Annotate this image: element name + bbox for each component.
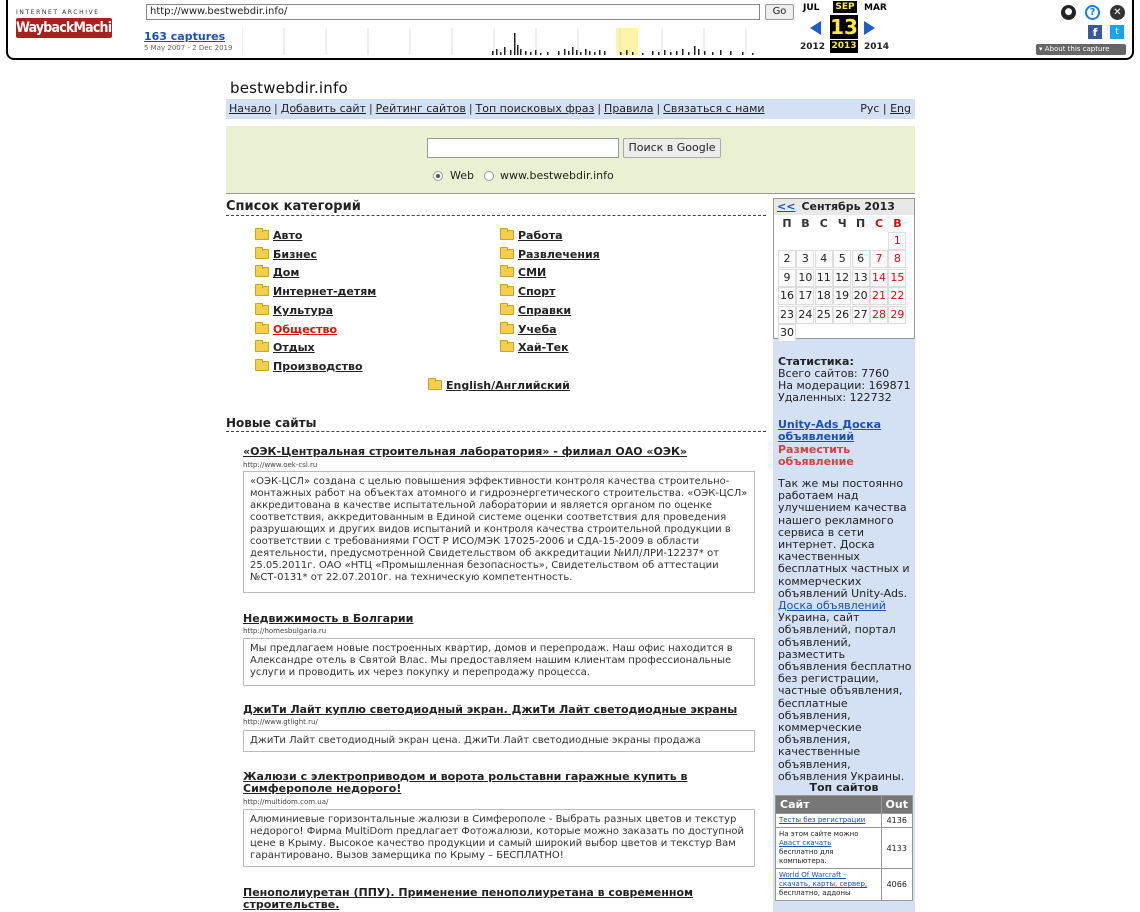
calendar-day[interactable]: 15 — [888, 269, 906, 287]
sparkline-bar — [642, 53, 644, 55]
site-description: Алюминиевые горизонтальные жалюзи в Симферополе - Выбрать разных цветов и текстур недорого! Фирма MultiDom предлагает Фотожалюзи, которые можно заказать по доступной цене в Крыму. Высокое качество продукции и самый широкий выбор цветов и текстур Вам гарантировано. Вызов замерщика по Крыму – БЕСПЛАТНО! — [243, 809, 755, 867]
calendar-weekday: С — [819, 217, 828, 230]
sparkline-bar — [658, 52, 660, 55]
prev-capture-arrow-icon[interactable] — [810, 21, 821, 35]
calendar-day[interactable]: 21 — [870, 287, 888, 305]
folder-icon — [500, 249, 514, 259]
site-title-link[interactable]: Жалюзи с электроприводом и ворота рольставни гаражные купить в Симферополе недорого! — [243, 770, 688, 795]
stats-moderation: На модерации: 169871 — [778, 379, 911, 392]
calendar-day[interactable]: 6 — [852, 250, 870, 268]
ad-title-link[interactable]: Unity-Ads Доска объявлений — [778, 418, 882, 443]
sparkline-bar — [540, 53, 542, 55]
calendar-weekday: Ч — [837, 217, 847, 230]
sparkline-bar — [688, 52, 690, 55]
category-link[interactable] — [500, 341, 569, 354]
top-site-pre: На этом сайте можно — [779, 830, 859, 838]
calendar-day[interactable]: 16 — [778, 287, 796, 305]
top-site-cell — [776, 869, 882, 901]
nav-top-phrases[interactable]: Топ поисковых фраз — [475, 102, 595, 115]
calendar-day[interactable]: 25 — [815, 306, 833, 324]
sparkline-bar — [558, 51, 560, 55]
wayback-sparkline[interactable] — [242, 24, 782, 55]
top-site-link[interactable]: Аваст скачать — [779, 839, 832, 847]
next-capture-arrow-icon[interactable] — [864, 21, 875, 35]
folder-icon — [500, 324, 514, 334]
category-label: Спорт — [518, 285, 556, 299]
about-capture-label: About this capture — [1044, 45, 1110, 53]
folder-icon — [428, 380, 442, 390]
sparkline-bar — [676, 51, 678, 55]
calendar-day[interactable]: 20 — [852, 287, 870, 305]
site-title-link[interactable]: «ОЭК-Центральная строительная лаборатория» - филиал ОАО «ОЭК» — [243, 445, 688, 458]
category-label: Авто — [273, 229, 303, 242]
close-icon[interactable]: ✕ — [1110, 5, 1125, 20]
calendar-day[interactable]: 8 — [888, 250, 906, 268]
calendar-day[interactable]: 13 — [852, 269, 870, 287]
calendar-title: Сентябрь 2013 — [801, 200, 895, 213]
folder-icon — [500, 230, 514, 240]
lang-en[interactable]: Eng — [890, 102, 911, 115]
sparkline-bar — [626, 50, 628, 55]
category-link[interactable] — [255, 341, 315, 354]
calendar-day[interactable]: 30 — [778, 324, 796, 342]
top-sites-body — [776, 814, 913, 901]
category-link[interactable] — [500, 285, 555, 298]
top-site-link[interactable]: Тесты без регистрации — [779, 816, 866, 824]
category-link[interactable] — [255, 360, 363, 373]
search-input[interactable] — [427, 138, 619, 158]
folder-icon — [255, 230, 269, 240]
calendar-weekday: В — [801, 217, 810, 230]
calendar-day[interactable]: 3 — [796, 250, 814, 268]
sparkline-bar — [730, 51, 732, 55]
top-site-post: бесплатно для компьютера. — [779, 848, 834, 865]
site-description: «ОЭК-ЦСЛ» создана с целью повышения эффективности контроля качества строительно-монтажных работ на объектах атомного и гидроэнергетического строительства. «ОЭК-ЦСЛ» аккредитована в качестве испытательной лаборатории и является органом по оценке соответствия, аккредитованным в Единой системе оценки соответствия для проведения разрушающих и других видов испытаний и контроля качества строительной продукции в соответствии с требованиями ГОСТ Р ИСО/МЭК 17025-2006 и СДА-15-2009 в области деятельности, предусмотренной Свидетельством об аккредитации №ИЛ/ЛРИ-12237* от 25.05.2011г. ОАО «НТЦ «Промышленная безопасность», Свидетельством об аттестации №СТ-0131* от 22.07.2010г. на техническую компетентность. — [243, 471, 755, 593]
calendar-day[interactable]: 17 — [796, 287, 814, 305]
calendar-day[interactable]: 26 — [833, 306, 851, 324]
sparkline-bar — [520, 49, 522, 55]
sparkline-bar — [698, 49, 700, 55]
category-link[interactable] — [500, 323, 557, 336]
category-label: English/Английский — [446, 379, 570, 392]
wayback-current-year: 2013 — [831, 41, 857, 51]
calendar-weekday: В — [893, 217, 902, 230]
wayback-prev-month[interactable]: JUL — [803, 3, 820, 13]
calendar-day[interactable]: 18 — [815, 287, 833, 305]
sparkline-bar — [580, 52, 582, 55]
language-switch: Рус | Eng — [860, 102, 911, 115]
calendar-day[interactable]: 9 — [778, 269, 796, 287]
calendar-day[interactable]: 1 — [888, 232, 906, 250]
top-site-out: 4066 — [881, 869, 912, 901]
folder-icon — [255, 324, 269, 334]
wayback-logo[interactable]: WaybackMachine — [16, 20, 128, 36]
google-search-button[interactable]: Поиск в Google — [623, 138, 721, 158]
wayback-toolbar — [0, 0, 1140, 61]
folder-icon — [500, 286, 514, 296]
category-label: Отдых — [273, 341, 315, 355]
google-search-panel — [226, 126, 915, 194]
sparkline-bar — [682, 49, 684, 55]
sparkline-bar — [496, 49, 498, 55]
top-navigation — [226, 99, 915, 119]
sparkline-bar — [510, 50, 512, 55]
ad-text — [778, 478, 912, 783]
category-link[interactable] — [500, 304, 571, 317]
sparkline-bar — [492, 51, 494, 55]
site-url: http://homesbulgaria.ru — [243, 627, 327, 635]
nav-rules[interactable]: Правила — [604, 102, 654, 115]
category-label: СМИ — [518, 266, 547, 280]
top-sites-header-row — [776, 796, 913, 814]
site-url: http://www.gtlight.ru/ — [243, 718, 318, 726]
category-link[interactable] — [500, 248, 600, 261]
sparkline-bar — [599, 50, 601, 55]
top-sites-table — [775, 795, 913, 901]
calendar-day[interactable]: 2 — [778, 250, 796, 268]
site-url: http://www.oek-csl.ru — [243, 461, 318, 469]
nav-separator: | — [656, 102, 661, 115]
sparkline-bar — [564, 49, 566, 55]
stats-deleted: Удаленных: 122732 — [778, 391, 892, 404]
calendar-day[interactable]: 5 — [833, 250, 851, 268]
sparkline-bar — [652, 51, 654, 55]
statistics — [778, 356, 912, 404]
sparkline-bar — [535, 50, 537, 55]
sparkline-bar — [517, 45, 519, 55]
category-label: Хай-Тек — [518, 341, 569, 355]
calendar-weekday: С — [874, 217, 884, 230]
top-site-link[interactable]: World Of Warcraft - скачать, карты, сервер, — [779, 871, 868, 888]
site-description: Мы предлагаем новые построенных квартир, домов и перепродаж. Наш офис находится в Александре отель в Святой Влас. Мы предоставляем нашим клиентам профессиональные услуги и проводить их через покупку и перепродажу процесса. — [243, 638, 755, 686]
folder-icon — [255, 361, 269, 371]
sparkline-bar — [547, 52, 549, 55]
folder-icon — [255, 267, 269, 277]
nav-separator: | — [597, 102, 602, 115]
wayback-prev-year[interactable]: 2012 — [800, 42, 826, 52]
about-capture-button[interactable]: ▾ About this capture — [1036, 44, 1126, 55]
category-link[interactable] — [255, 229, 302, 242]
category-label: Дом — [273, 266, 300, 280]
category-label: Производство — [273, 359, 363, 373]
nav-separator: | — [368, 102, 373, 115]
sparkline-bar — [670, 52, 672, 55]
ad-text-after: Украина, сайт объявлений, портал объявлений, разместить объявления бесплатно без регистрации, частные объявления, бесплатные объявления, коммерческие объявления, качественные объявления, объявления Украины. — [778, 611, 912, 783]
sparkline-bar — [720, 50, 722, 55]
folder-icon — [255, 305, 269, 315]
calendar-day[interactable]: 10 — [796, 269, 814, 287]
calendar-weekday: П — [782, 217, 792, 230]
top-site-cell — [776, 828, 882, 869]
calendar-day[interactable]: 29 — [888, 306, 906, 324]
site-description: ДжиТи Лайт светодиодный экран цена. ДжиТи Лайт светодиодные экраны продажа — [243, 730, 755, 752]
top-sites-row — [776, 814, 913, 828]
wayback-go-button[interactable]: Go — [765, 4, 794, 20]
radio-web[interactable] — [433, 171, 443, 181]
calendar-day[interactable]: 12 — [833, 269, 851, 287]
folder-icon — [255, 342, 269, 352]
new-sites-heading: Новые сайты — [226, 416, 766, 432]
category-link[interactable] — [500, 266, 546, 279]
calendar-day[interactable]: 14 — [870, 269, 888, 287]
sparkline-bar — [742, 52, 744, 55]
sparkline-bar — [525, 51, 527, 55]
wayback-date-range: 5 May 2007 - 2 Dec 2019 — [144, 44, 233, 52]
sparkline-bar — [664, 50, 666, 55]
wayback-current-day: 13 — [830, 15, 858, 39]
calendar-day[interactable]: 24 — [796, 306, 814, 324]
help-icon[interactable]: ? — [1085, 5, 1100, 20]
top-site-out: 4133 — [881, 828, 912, 869]
sparkline-bar — [568, 51, 570, 55]
wayback-current-month: SEP — [833, 1, 857, 13]
category-label: Учеба — [518, 322, 557, 336]
sparkline-bar — [514, 33, 516, 55]
sparkline-bar — [712, 52, 714, 55]
wayback-next-month[interactable]: MAR — [864, 3, 887, 13]
nav-home[interactable]: Начало — [229, 102, 272, 115]
folder-icon — [500, 305, 514, 315]
sparkline-bar — [504, 47, 506, 55]
category-label: Культура — [273, 303, 334, 317]
sparkline-bar — [500, 52, 502, 55]
calendar-weekday: П — [855, 217, 866, 230]
stats-total: Всего сайтов: 7760 — [778, 367, 890, 380]
calendar-day[interactable]: 28 — [870, 306, 888, 324]
site-title-link[interactable]: Недвижимость в Болгарии — [243, 612, 414, 625]
calendar-header — [774, 199, 914, 215]
ad-board-link[interactable]: Доска объявлений — [778, 599, 886, 613]
calendar — [773, 198, 915, 339]
category-label: Общество — [273, 322, 338, 336]
category-link[interactable] — [255, 304, 333, 317]
sparkline-bar — [594, 52, 596, 55]
sparkline-bar — [530, 52, 532, 55]
nav-add-site[interactable]: Добавить сайт — [280, 102, 366, 115]
sparkline-bar — [632, 52, 634, 55]
sparkline-bar — [589, 51, 591, 55]
category-label: Интернет-детям — [273, 285, 377, 299]
radio-web-label: Web — [450, 169, 474, 182]
radio-site-label: www.bestwebdir.info — [500, 169, 614, 182]
top-sites-col-out: Out — [881, 796, 912, 814]
nav-rating[interactable]: Рейтинг сайтов — [375, 102, 466, 115]
site-title-link[interactable]: ДжиТи Лайт куплю светодиодный экран. ДжиТи Лайт светодиодные экраны — [243, 703, 738, 716]
radio-site[interactable] — [484, 171, 494, 181]
calendar-day[interactable]: 19 — [833, 287, 851, 305]
calendar-day[interactable]: 23 — [778, 306, 796, 324]
site-title: bestwebdir.info — [230, 79, 348, 97]
calendar-day[interactable]: 11 — [815, 269, 833, 287]
site-url: http://multidom.com.ua/ — [243, 798, 329, 806]
folder-icon — [255, 249, 269, 259]
top-sites-col-site: Сайт — [776, 796, 882, 814]
category-link[interactable] — [255, 323, 337, 336]
top-sites-heading: Топ сайтов — [809, 781, 879, 794]
nav-separator: | — [274, 102, 278, 115]
categories-heading: Список категорий — [226, 199, 766, 216]
stats-heading: Статистика: — [778, 355, 854, 368]
sparkline-bar — [752, 53, 754, 55]
sparkline-bar — [604, 51, 606, 55]
category-link[interactable] — [255, 266, 299, 279]
category-link[interactable] — [500, 229, 563, 242]
category-label: Бизнес — [273, 247, 318, 261]
facebook-icon[interactable]: f — [1088, 25, 1102, 39]
wayback-next-year[interactable]: 2014 — [864, 42, 890, 52]
nav-contact[interactable]: Связаться с нами — [663, 102, 765, 115]
wayback-url-input[interactable]: http://www.bestwebdir.info/ — [146, 4, 760, 20]
lang-ru[interactable]: Рус — [860, 102, 880, 115]
twitter-icon[interactable]: t — [1110, 25, 1124, 39]
folder-icon — [255, 286, 269, 296]
sparkline-bar — [704, 51, 706, 55]
top-site-post: бесплатно, аддоны — [779, 889, 851, 897]
top-sites-row — [776, 869, 913, 901]
sparkline-bar — [576, 50, 578, 55]
calendar-day[interactable]: 27 — [852, 306, 870, 324]
category-link[interactable] — [255, 285, 376, 298]
folder-icon — [500, 267, 514, 277]
top-site-out: 4136 — [881, 814, 912, 828]
folder-icon — [500, 342, 514, 352]
calendar-day[interactable]: 4 — [815, 250, 833, 268]
category-label: Работа — [518, 229, 563, 242]
nav-separator: | — [468, 102, 473, 115]
sparkline-bar — [572, 47, 574, 55]
calendar-day[interactable]: 7 — [870, 250, 888, 268]
user-icon[interactable]: ● — [1061, 5, 1076, 20]
ad-post-link[interactable]: Разместить объявление — [778, 443, 854, 468]
ad-text-before: Так же мы постоянно работаем над улучшением качества нашего рекламного сервиса в сети интернет. Доска качественных бесплатных частных и коммерческих объявлений Unity-Ads. — [778, 477, 910, 600]
calendar-prev-link[interactable]: << — [777, 200, 796, 213]
category-label: Развлечения — [518, 247, 600, 261]
site-title-link[interactable]: Пенополиуретан (ППУ). Применение пенополиуретана в современном строительстве. — [243, 886, 693, 911]
category-link[interactable] — [428, 379, 570, 392]
category-label: Справки — [518, 303, 572, 317]
sparkline-bar — [585, 49, 587, 55]
wayback-captures-link[interactable]: 163 captures — [144, 30, 226, 43]
top-site-cell — [776, 814, 882, 828]
top-sites-row — [776, 828, 913, 869]
sparkline-bar — [620, 52, 622, 55]
sparkline-bar — [694, 46, 696, 55]
calendar-day[interactable]: 22 — [888, 287, 906, 305]
wayback-logo-caption: INTERNET ARCHIVE — [16, 9, 100, 16]
category-link[interactable] — [255, 248, 317, 261]
